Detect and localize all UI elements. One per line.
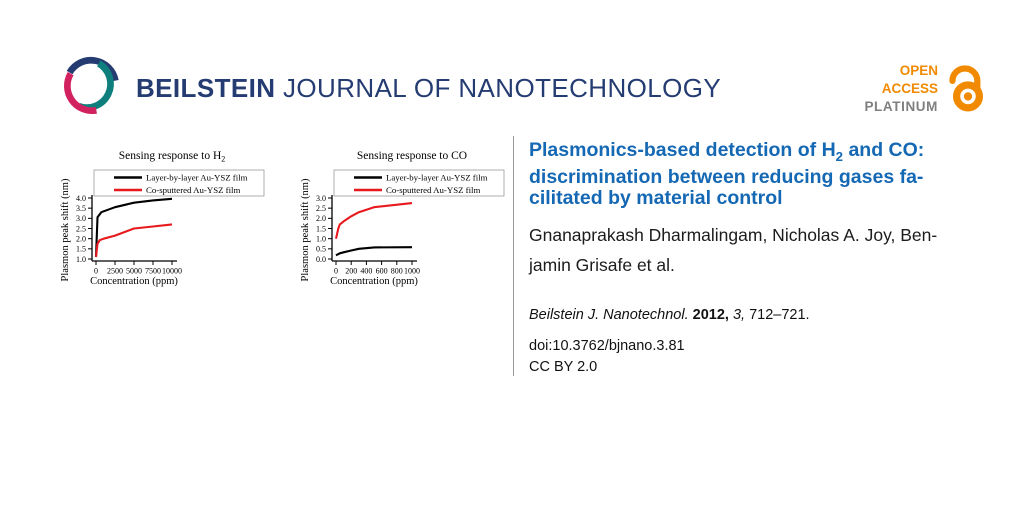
title-line3: cilitated by material control xyxy=(529,186,783,209)
svg-text:Layer-by-layer Au-YSZ film: Layer-by-layer Au-YSZ film xyxy=(386,172,488,183)
title-subscript: 2 xyxy=(835,148,844,164)
title-line1-pre: Plasmonics-based detection of H xyxy=(529,139,836,161)
open-lock-icon xyxy=(945,55,991,113)
svg-text:600: 600 xyxy=(375,266,388,276)
doi: doi:10.3762/bjnano.3.81 xyxy=(529,337,685,354)
open-access-line-access: ACCESS xyxy=(881,81,938,96)
title-line2: discrimination between reducing gases fa- xyxy=(529,165,924,188)
svg-text:200: 200 xyxy=(345,266,358,276)
logo-arc-teal xyxy=(79,63,111,107)
svg-text:Co-sputtered Au-YSZ film: Co-sputtered Au-YSZ film xyxy=(386,185,481,195)
svg-text:Sensing response to H2: Sensing response to $H_2$ xyxy=(118,150,226,164)
svg-text:1.5: 1.5 xyxy=(76,244,86,254)
authors xyxy=(529,220,999,280)
svg-text:Sensing response to CO: Sensing response to CO xyxy=(356,150,468,162)
svg-text:Plasmon peak shift (nm): Plasmon peak shift (nm) xyxy=(300,178,311,282)
article-info xyxy=(529,140,999,375)
svg-text:3.5: 3.5 xyxy=(76,203,86,213)
svg-text:0.5: 0.5 xyxy=(316,244,326,254)
open-access-badge xyxy=(864,55,991,116)
svg-text:2.5: 2.5 xyxy=(76,224,86,234)
authors-line1: Gnanaprakash Dharmalingam, Nicholas A. Joy, Ben- xyxy=(529,224,938,245)
chart-sensing-response-co xyxy=(270,142,515,292)
citation-year: 2012, xyxy=(692,306,729,323)
svg-text:800: 800 xyxy=(390,266,403,276)
citation-volume: 3, xyxy=(732,306,746,323)
journal-name xyxy=(136,73,721,104)
svg-text:2.5: 2.5 xyxy=(316,203,326,213)
svg-text:1.5: 1.5 xyxy=(316,224,326,234)
svg-text:2.0: 2.0 xyxy=(316,214,326,224)
open-access-line-open: OPEN xyxy=(899,63,938,78)
title-line1-post: and CO: xyxy=(843,139,925,161)
svg-text:1.0: 1.0 xyxy=(76,254,86,264)
authors-line2: jamin Grisafe et al. xyxy=(529,254,675,275)
svg-text:Concentration (ppm): Concentration (ppm) xyxy=(90,276,178,287)
svg-text:0: 0 xyxy=(334,266,338,276)
svg-text:2.0: 2.0 xyxy=(76,234,86,244)
svg-text:10000: 10000 xyxy=(162,266,182,276)
beilstein-logo xyxy=(56,52,124,120)
svg-text:3.0: 3.0 xyxy=(316,193,326,203)
svg-text:0.0: 0.0 xyxy=(316,254,326,264)
journal-name-beilstein: BEILSTEIN xyxy=(136,73,276,103)
journal-name-rest: JOURNAL OF NANOTECHNOLOGY xyxy=(283,73,722,103)
citation-journal: Beilstein J. Nanotechnol. xyxy=(529,306,689,323)
svg-text:Plasmon peak shift (nm): Plasmon peak shift (nm) xyxy=(60,178,71,282)
chart-sensing-response-h2 xyxy=(30,142,275,292)
vertical-divider xyxy=(513,136,514,376)
svg-text:7500: 7500 xyxy=(145,266,161,276)
open-access-text xyxy=(864,62,938,116)
svg-text:5000: 5000 xyxy=(126,266,142,276)
citation xyxy=(529,307,999,323)
svg-text:1.0: 1.0 xyxy=(316,234,326,244)
citation-pages: 712–721. xyxy=(749,306,810,323)
svg-text:4.0: 4.0 xyxy=(76,193,86,203)
svg-text:Co-sputtered Au-YSZ film: Co-sputtered Au-YSZ film xyxy=(146,185,241,195)
svg-text:2500: 2500 xyxy=(107,266,123,276)
article-title xyxy=(529,140,999,209)
svg-text:1000: 1000 xyxy=(404,266,420,276)
svg-text:Layer-by-layer Au-YSZ film: Layer-by-layer Au-YSZ film xyxy=(146,172,248,183)
svg-text:Concentration (ppm): Concentration (ppm) xyxy=(330,276,418,287)
svg-text:3.0: 3.0 xyxy=(76,214,86,224)
open-access-line-platinum: PLATINUM xyxy=(864,99,938,114)
svg-text:400: 400 xyxy=(360,266,373,276)
license: CC BY 2.0 xyxy=(529,358,598,375)
svg-text:0: 0 xyxy=(94,266,98,276)
